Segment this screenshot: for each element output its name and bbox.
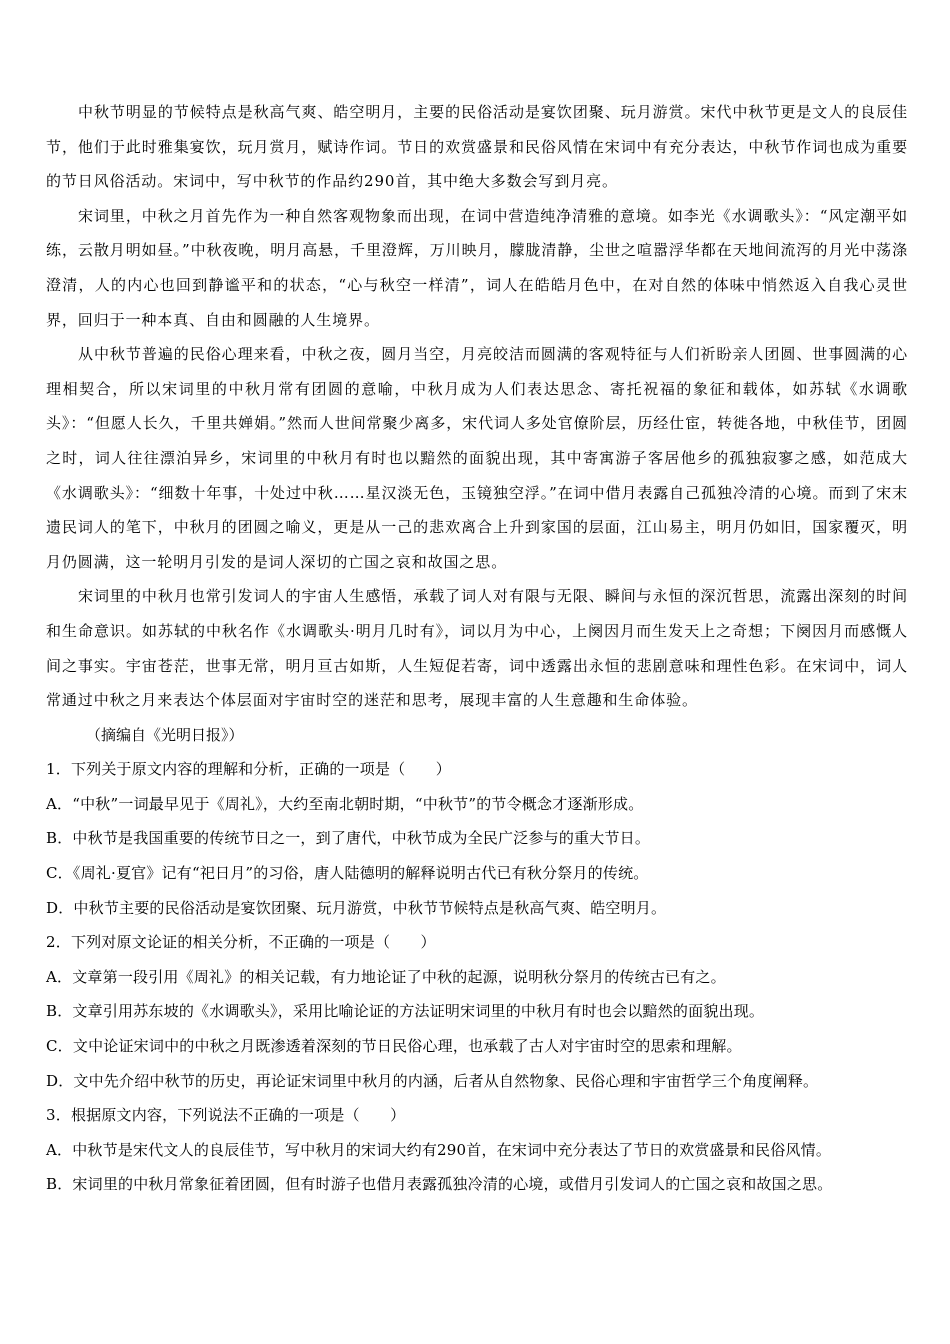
- question-2-option-d: D．文中先介绍中秋节的历史，再论证宋词里中秋月的内涵，后者从自然物象、民俗心理和宇宙哲学三个角度阐释。: [46, 1071, 819, 1090]
- question-1: [46, 752, 908, 925]
- question-2-stem: 2．下列对原文论证的相关分析，不正确的一项是（ ）: [46, 933, 436, 952]
- question-1-option-d: D．中秋节主要的民俗活动是宴饮团聚、玩月游赏，中秋节节候特点是秋高气爽、皓空明月。: [46, 898, 667, 917]
- question-1-option-c: C．《周礼·夏官》记有“祀日月”的习俗，唐人陆德明的解释说明古代已有秋分祭月的传统。: [46, 864, 649, 883]
- question-3-option-a: A．中秋节是宋代文人的良辰佳节，写中秋月的宋词大约有290首，在宋词中充分表达了节日的欢赏盛景和民俗风情。: [46, 1140, 832, 1159]
- question-3-stem: 3．根据原文内容，下列说法不正确的一项是（ ）: [46, 1106, 406, 1125]
- question-2-option-a: A．文章第一段引用《周礼》的相关记载，有力地论证了中秋的起源，说明秋分祭月的传统古已有之。: [46, 967, 726, 986]
- question-2-option-b: B．文章引用苏东坡的《水调歌头》，采用比喻论证的方法证明宋词里的中秋月有时也会以黯然的面貌出现。: [46, 1002, 765, 1021]
- question-3-option-b: B．宋词里的中秋月常象征着团圆，但有时游子也借月表露孤独冷清的心境，或借月引发词人的亡国之哀和故国之思。: [46, 1175, 833, 1194]
- article-paragraph-2: 宋词里，中秋之月首先作为一种自然客观物象而出现，在词中营造纯净清雅的意境。如李光《水调歌头》：“风定潮平如练，云散月明如昼。”中秋夜晚，明月高悬，千里澄辉，万川映月，朦胧清静，尘世之喧嚣浮华都在天地间流泻的月光中荡涤澄清，人的内心也回到静谧平和的状态，“心与秋空一样清”，词人在皓皓月色中，在对自然的体味中悄然返入自我心灵世界，回归于一种本真、自由和圆融的人生境界。: [46, 206, 908, 329]
- article-paragraph-3: 从中秋节普遍的民俗心理来看，中秋之夜，圆月当空，月亮皎洁而圆满的客观特征与人们祈盼亲人团圆、世事圆满的心理相契合，所以宋词里的中秋月常有团圆的意喻，中秋月成为人们表达思念、寄托祝福的象征和载体，如苏轼《水调歌头》：“但愿人长久，千里共婵娟。”然而人世间常聚少离多，宋代词人多处官僚阶层，历经仕宦，转徙各地，中秋佳节，团圆之时，词人往往漂泊异乡，宋词里的中秋月有时也以黯然的面貌出现，其中寄寓游子客居他乡的孤独寂寥之感，如范成大《水调歌头》：“细数十年事，十处过中秋……星汉淡无色，玉镜独空浮。”在词中借月表露自己孤独冷清的心境。而到了宋末遗民词人的笔下，中秋月的团圆之喻义，更是从一己的悲欢离合上升到家国的层面，江山易主，明月仍如旧，国家覆灭，明月仍圆满，这一轮明月引发的是词人深切的亡国之哀和故国之思。: [46, 345, 908, 571]
- question-1-stem: 1．下列关于原文内容的理解和分析，正确的一项是（ ）: [46, 760, 451, 779]
- article-source: （摘编自《光明日报》）: [86, 725, 244, 744]
- question-2: [46, 925, 908, 1098]
- article-paragraph-1: 中秋节明显的节候特点是秋高气爽、皓空明月，主要的民俗活动是宴饮团聚、玩月游赏。宋代中秋节更是文人的良辰佳节，他们于此时雅集宴饮，玩月赏月，赋诗作词。节日的欢赏盛景和民俗风情在宋词中有充分表达，中秋节作词也成为重要的节日风俗活动。宋词中，写中秋节的作品约290首，其中绝大多数会写到月亮。: [46, 103, 908, 191]
- article-paragraph-4: 宋词里的中秋月也常引发词人的宇宙人生感悟，承载了词人对有限与无限、瞬间与永恒的深沉哲思，流露出深刻的时间和生命意识。如苏轼的中秋名作《水调歌头·明月几时有》，词以月为中心，上阕因月而生发天上之奇想；下阕因月而感慨人间之事实。宇宙苍茫，世事无常，明月亘古如斯，人生短促若寄，词中透露出永恒的悲剧意味和理性色彩。在宋词中，词人常通过中秋之月来表达个体层面对宇宙时空的迷茫和思考，展现丰富的人生意趣和生命体验。: [46, 587, 908, 710]
- question-1-option-b: B．中秋节是我国重要的传统节日之一，到了唐代，中秋节成为全民广泛参与的重大节日。: [46, 829, 651, 848]
- article: [46, 95, 908, 752]
- question-2-option-c: C．文中论证宋词中的中秋之月既渗透着深刻的节日民俗心理，也承载了古人对宇宙时空的思索和理解。: [46, 1037, 742, 1056]
- question-1-option-a: A．“中秋”一词最早见于《周礼》，大约至南北朝时期，“中秋节”的节令概念才逐渐形成。: [46, 794, 644, 813]
- question-3: [46, 1098, 908, 1202]
- document-page: [46, 95, 908, 1202]
